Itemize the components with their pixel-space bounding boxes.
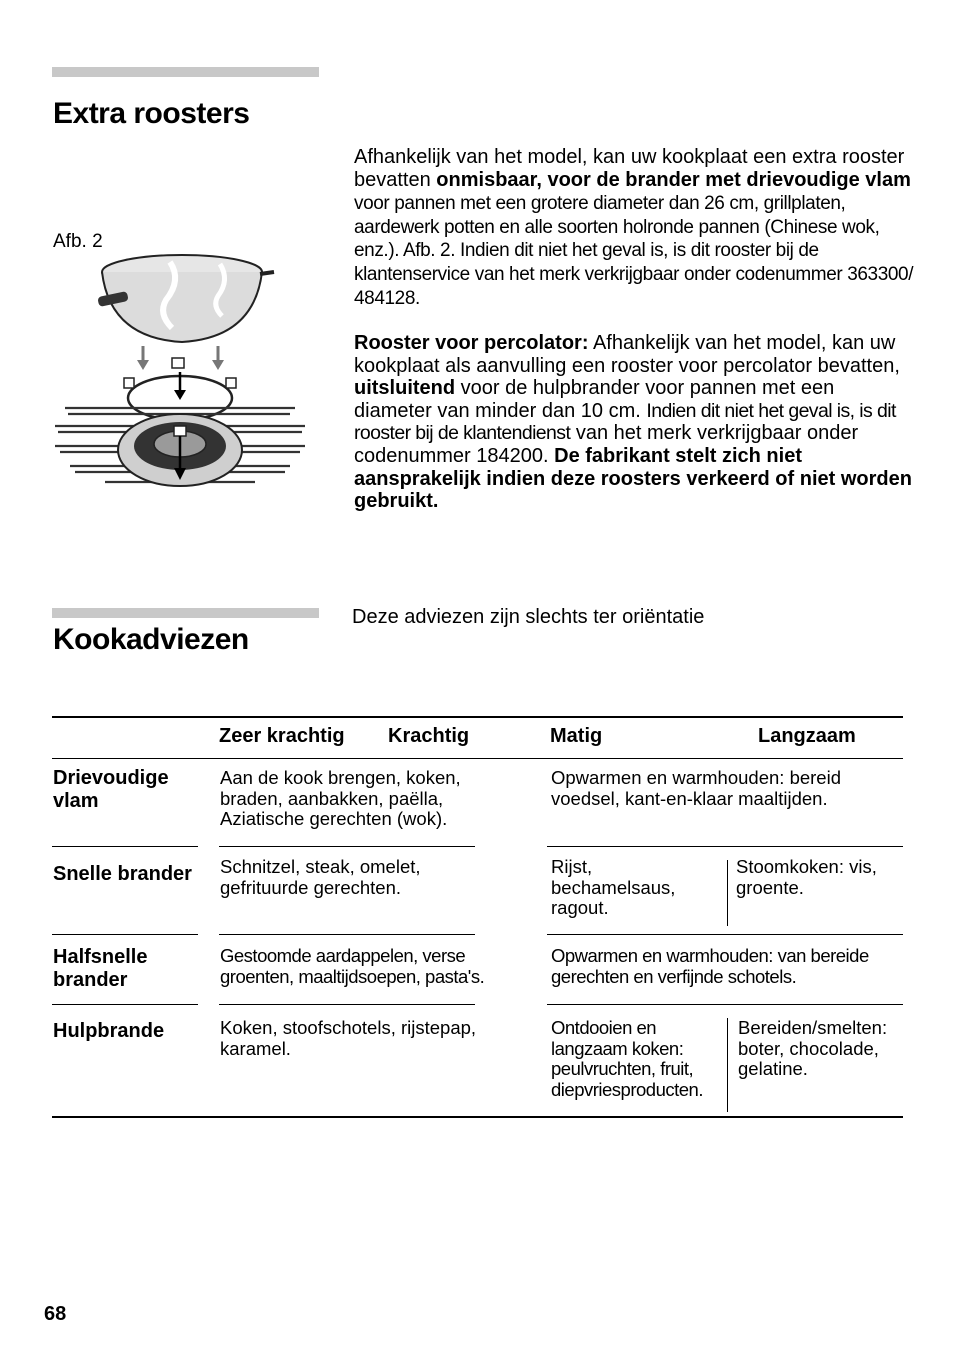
para2-text-2: voor de hulpbrander voor pannen met een diameter van minder dan 10 cm. — [354, 377, 835, 422]
cell-langzaam: Stoomkoken: vis, groente. — [736, 856, 877, 898]
row-label-snelle-brander: Snelle brander — [53, 863, 192, 885]
col-header-krachtig: Krachtig — [388, 725, 470, 747]
row-label-halfsnelle-brander: Halfsnelle brander — [53, 946, 148, 991]
row-rule — [219, 1004, 475, 1005]
para1-text-2: voor pannen met een grotere diameter dan 26 cm, grillplaten, aardewerk potten en alle soorten holronde pannen (Chinese wok, enz.). Afb. 2. Indien dit niet het geval is, is dit rooster bij de klantenservice van het merk verkrijgbaar onder codenummer 363300/ 484128. — [354, 193, 914, 309]
cell-mild: Opwarmen en warmhouden: van bereide gerechten en verfijnde schotels. — [551, 945, 869, 987]
col-header-matig: Matig — [550, 725, 603, 747]
cell-mild: Opwarmen en warmhouden: bereid voedsel, kant-en-klaar maaltijden. — [551, 767, 841, 809]
para1-text-1: Afhankelijk van het model, kan uw kookplaat een extra rooster bevatten — [354, 146, 905, 191]
cell-langzaam: Bereiden/smelten: boter, chocolade, gelatine. — [738, 1017, 888, 1079]
section-divider-bar — [52, 67, 319, 77]
table-top-rule — [52, 716, 903, 718]
row-rule — [52, 934, 198, 935]
section-divider-bar — [52, 608, 319, 618]
intro-text: Deze adviezen zijn slechts ter oriëntatie — [352, 606, 705, 628]
section-title-extra-roosters: Extra roosters — [53, 97, 250, 130]
para1-bold-1: onmisbaar, voor de brander met drievoudige vlam — [436, 168, 911, 191]
cell-strong: Aan de kook brengen, koken, braden, aanbakken, paëlla, Aziatische gerechten (wok). — [220, 767, 461, 829]
col-header-zeer-krachtig: Zeer krachtig — [219, 725, 345, 747]
row-label-hulpbrande: Hulpbrande — [53, 1020, 165, 1042]
percolator-paragraph — [354, 332, 914, 513]
para2-bold-3: De fabrikant stelt zich niet aansprakelijk indien deze roosters verkeerd of niet worden gebruikt. — [354, 444, 912, 513]
extra-roosters-paragraph — [354, 146, 914, 310]
cell-strong: Gestoomde aardappelen, verse groenten, maaltijdsoepen, pasta's. — [220, 945, 485, 987]
row-rule — [219, 846, 475, 847]
row-label-drievoudige-vlam: Drievoudige vlam — [53, 767, 169, 812]
section-title-kookadviezen: Kookadviezen — [53, 623, 249, 656]
row-rule — [547, 934, 903, 935]
cell-matig: Rijst, bechamelsaus, ragout. — [551, 856, 676, 918]
para2-text-3: Indien dit niet het geval is, is dit rooster bij de klantendienst — [354, 399, 896, 445]
wok-on-grate-illustration — [50, 250, 312, 500]
row-rule — [52, 846, 198, 847]
cell-strong: Schnitzel, steak, omelet, gefrituurde gerechten. — [220, 856, 421, 898]
col-header-langzaam: Langzaam — [758, 725, 856, 747]
page-number: 68 — [44, 1303, 67, 1325]
row-rule — [52, 1004, 198, 1005]
cell-divider — [727, 860, 728, 926]
row-rule — [547, 846, 903, 847]
row-rule — [547, 1004, 903, 1005]
cell-matig: Ontdooien en langzaam koken: peulvruchten, fruit, diepvriesproducten. — [551, 1017, 703, 1100]
figure-label: Afb. 2 — [53, 231, 103, 252]
table-bottom-rule — [52, 1116, 903, 1118]
para2-text-1: Afhankelijk van het model, kan uw kookplaat als aanvulling een rooster voor percolator bevatten, — [354, 332, 900, 377]
para2-bold-1: Rooster voor percolator: — [354, 332, 589, 354]
cell-divider — [727, 1018, 728, 1112]
para2-text-4: van het merk verkrijgbaar onder codenummer 184200. — [354, 422, 859, 467]
row-rule — [219, 934, 475, 935]
header-rule — [52, 758, 903, 759]
cell-strong: Koken, stoofschotels, rijstepap, karamel. — [220, 1017, 477, 1059]
para2-bold-2: uitsluitend — [354, 377, 456, 400]
